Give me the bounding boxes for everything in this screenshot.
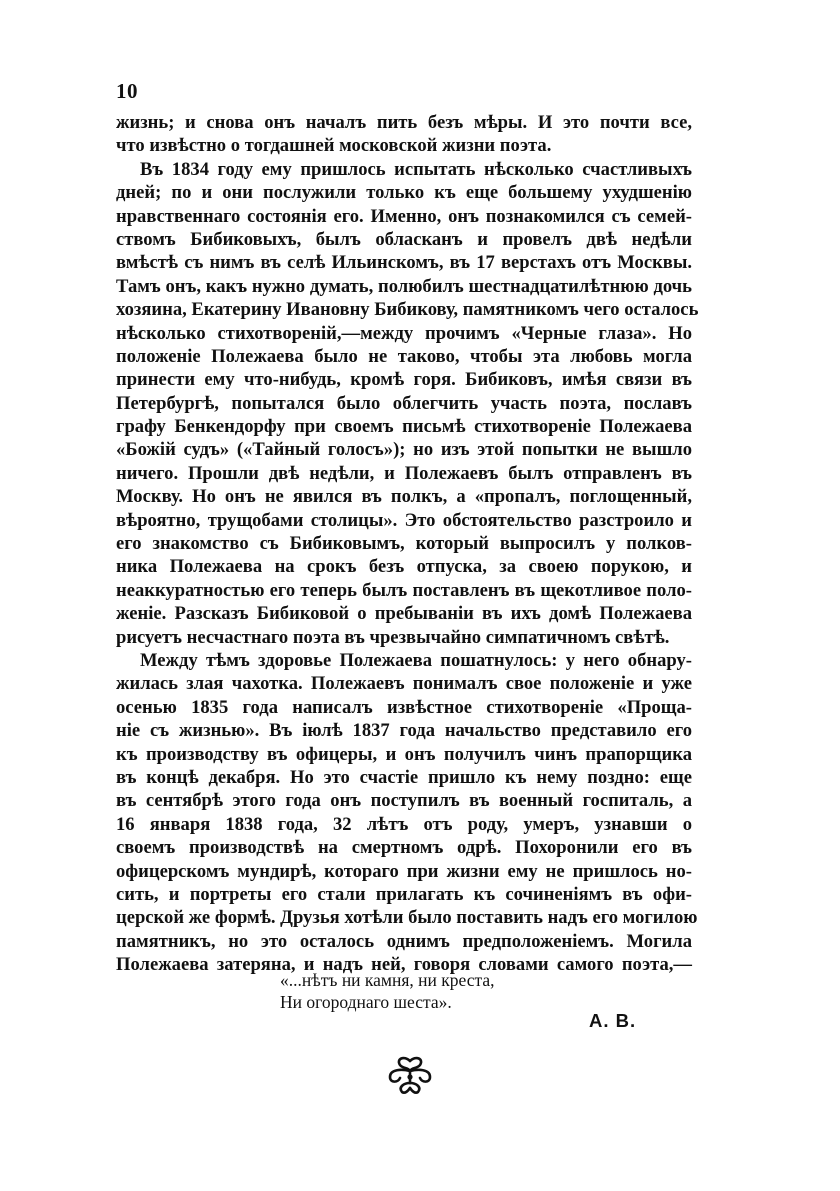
text-line: памятникъ, но это осталось однимъ предположеніемъ. Могила [116, 930, 692, 952]
text-line: Тамъ онъ, какъ нужно думать, полюбилъ шестнадцатилѣтнюю дочь [116, 275, 692, 297]
text-line: Петербургѣ, попытался было облегчить участь поэта, пославъ [116, 392, 692, 414]
fleuron-ornament-icon [384, 1055, 436, 1095]
page-number: 10 [116, 79, 138, 103]
text-line: вѣроятно, трущобами столицы». Это обстоятельство разстроило и [116, 509, 692, 531]
text-line: жизнь; и снова онъ началъ пить безъ мѣры. И это почти все, [116, 112, 692, 133]
text-line: ствомъ Бибиковыхъ, былъ обласканъ и провелъ двѣ недѣли [116, 228, 692, 250]
text-line: вмѣстѣ съ нимъ въ селѣ Ильинскомъ, въ 17 верстахъ отъ Москвы. [116, 252, 692, 274]
text-line: офицерскомъ мундирѣ, котораго при жизни ему не пришлось но- [116, 860, 692, 882]
text-line: принести ему что-нибудь, кромѣ горя. Бибиковъ, имѣя связи въ [116, 369, 692, 391]
text-line: женіе. Разсказъ Бибиковой о пребываніи въ ихъ домѣ Полежаева [116, 603, 692, 625]
text-line: къ производству въ офицеры, и онъ получилъ чинъ прапорщика [116, 743, 692, 765]
text-line: въ концѣ декабря. Но это счастіе пришло къ нему поздно: еще [116, 766, 692, 788]
text-line: 16 января 1838 года, 32 лѣтъ отъ роду, умеръ, узнавши о [116, 813, 692, 835]
text-line: Москву. Но онъ не явился въ полкъ, а «пропалъ, поглощенный, [116, 486, 692, 508]
author-signature: А. В. [589, 1010, 637, 1031]
text-line: ничего. Прошли двѣ недѣли, и Полежаевъ былъ отправленъ въ [116, 462, 692, 484]
text-line: графу Бенкендорфу при своемъ письмѣ стихотвореніе Полежаева [116, 416, 692, 438]
text-line: что извѣстно о тогдашней московской жизни поэта. [116, 135, 552, 157]
text-line: неаккуратностью его теперь былъ поставленъ въ щекотливое поло- [116, 579, 692, 601]
text-line: рисуетъ несчастнаго поэта въ чрезвычайно симпатичномъ свѣтѣ. [116, 626, 670, 648]
poem-line: Ни огороднаго шеста». [280, 992, 452, 1012]
text-line: ника Полежаева на срокъ безъ отпуска, за своею порукою, и [116, 556, 692, 578]
poem-line: «...нѣтъ ни камня, ни креста, [280, 970, 495, 990]
text-line: Въ 1834 году ему пришлось испытать нѣсколько счастливыхъ [140, 158, 692, 180]
text-line: дней; по и они послужили только къ еще большему ухудшенію [116, 182, 692, 204]
text-line: въ сентябрѣ этого года онъ поступилъ въ военный госпиталь, а [116, 790, 692, 812]
text-line: жилась злая чахотка. Полежаевъ понималъ свое положеніе и уже [116, 673, 692, 695]
text-line: нѣсколько стихотвореній,—между прочимъ «Черные глаза». Но [116, 322, 692, 344]
text-line: осенью 1835 года написалъ извѣстное стихотвореніе «Проща- [116, 696, 692, 718]
text-line: «Божій судъ» («Тайный голосъ»); но изъ этой попытки не вышло [116, 439, 692, 461]
text-line: его знакомство съ Бибиковымъ, который выпросилъ у полков- [116, 533, 692, 555]
text-line: своемъ производствѣ на смертномъ одрѣ. Похоронили его въ [116, 837, 692, 859]
text-line: Полежаева затеряна, и надъ ней, говоря словами самого поэта,— [116, 954, 692, 976]
text-line: сить, и портреты его стали прилагать къ сочиненіямъ въ офи- [116, 883, 692, 905]
body-text [116, 111, 699, 976]
poem-quote [280, 969, 580, 1013]
text-line: хозяина, Екатерину Ивановну Бибикову, памятникомъ чего осталось [116, 299, 699, 321]
text-line: положеніе Полежаева было не таково, чтобы эта любовь могла [116, 345, 692, 367]
text-line: Между тѣмъ здоровье Полежаева пошатнулось: у него обнару- [140, 649, 692, 671]
text-line: нравственнаго состоянія его. Именно, онъ познакомился съ семей- [116, 205, 692, 227]
text-line: церской же формѣ. Друзья хотѣли было поставить надъ его могилою [116, 907, 698, 929]
text-line: ніе съ жизнью». Въ іюлѣ 1837 года начальство представило его [116, 720, 692, 742]
